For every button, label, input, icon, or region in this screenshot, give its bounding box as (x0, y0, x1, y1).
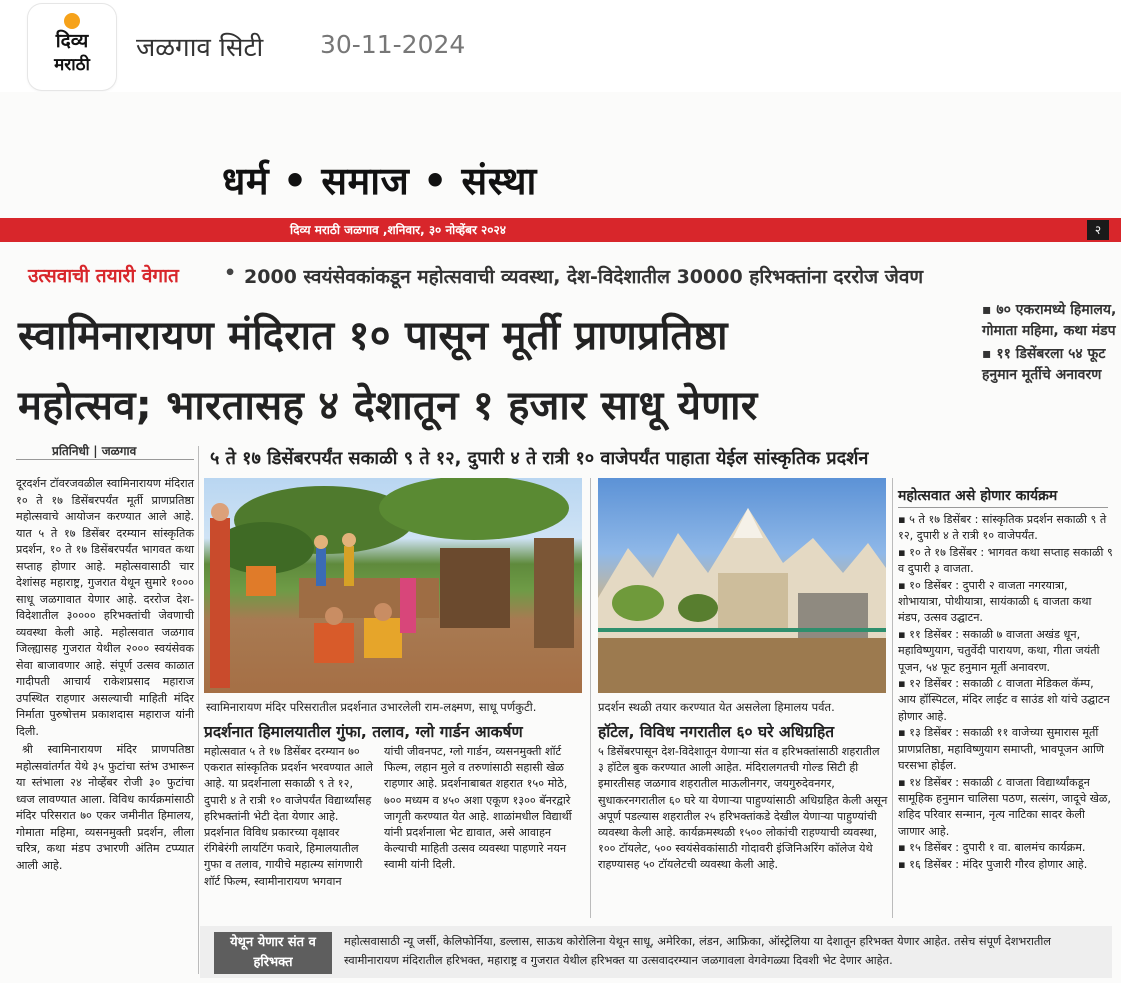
column-divider (590, 478, 591, 918)
section-body: यांची जीवनपट, ग्लो गार्डन, व्यसनमुक्ती शॉर्ट फिल्म, लहान मुले व तरुणांसाठी सहासी खेळ राहणार आहे. प्रदर्शनाबाबत शहरात १५० मोठे, ७०० मध्यम व ४५० अशा एकूण १३०० बॅनरद्वारे जागृती करण्यात येत आहे. शाळांमधील विद्यार्थी यांनी प्रदर्शनाला भेट द्यावात, असे आवाहन केल्याची माहिती उत्सव व्यवस्था पाहणारे नयन स्वामी यांनी दिली. (384, 745, 572, 872)
schedule-item: ▪ ११ डिसेंबर : सकाळी ७ वाजता अखंड धून, महाविष्णुयाग, चतुर्वेदी पारायण, कथा, गीता जयंती पूजन, ५४ फूट हनुमान मूर्ती अनावरण. (898, 627, 1100, 674)
divya-marathi-logo[interactable] (28, 4, 116, 90)
visitors-footer (200, 926, 1112, 978)
schedule-heading: महोत्सवात असे होणार कार्यक्रम (898, 488, 1058, 504)
schedule-list (898, 512, 1113, 873)
headline-line-1: स्वामिनारायण मंदिरात १० पासून मूर्ती प्राणप्रतिष्ठा (18, 313, 728, 359)
column-divider (892, 478, 893, 918)
sun-icon (64, 13, 80, 29)
kicker-separator: • (224, 262, 237, 284)
schedule-item: ▪ १० ते १७ डिसेंबर : भागवत कथा सप्ताह सकाळी ९ व दुपारी ३ वाजता. (898, 545, 1113, 576)
schedule-item: ▪ १३ डिसेंबर : सकाळी ११ वाजेच्या सुमारास मूर्ती प्राणप्रतिष्ठा, महाविष्णुयाग समाप्ती, भावपूजन आणि घरसभा होईल. (898, 726, 1104, 773)
himalaya-illustration (598, 478, 886, 693)
photo-caption: प्रदर्शन स्थळी तयार करण्यात येत असलेला हिमालय पर्वत. (598, 700, 835, 714)
section-heading: हॉटेल, विविध नगरातील ६० घरे अधिग्रहित (598, 723, 835, 741)
schedule-item: ▪ १५ डिसेंबर : दुपारी १ वा. बालमंच कार्यक्रम. (898, 841, 1086, 855)
edition-title: जळगाव सिटी (136, 33, 264, 63)
section-body: महोत्सवात ५ ते १७ डिसेंबर दरम्यान ७० एकरात सांस्कृतिक प्रदर्शन भरवण्यात आले आहे. या प्रदर्शनाला सकाळी ९ ते १२, दुपारी ४ ते रात्री १० वाजेपर्यंत विद्यार्थ्यांसह हरिभक्तांनी भेटी देता येणार आहे. प्रदर्शनात विविध प्रकारच्या वृक्षावर रंगिबेरंगी लायटिंग फवारे, हिमालयातील गुफा व तलाव, गायीचे महात्म्य सांगणारी शॉर्ट फिल्म, स्वामीनारायण भगवान (204, 745, 374, 888)
headline-line-2: महोत्सव; भारतासह ४ देशातून १ हजार साधू येणार (18, 383, 758, 429)
article-kicker: उत्सवाची तयारी वेगात (28, 265, 179, 287)
page-number: २ (1087, 220, 1109, 240)
side-bullet: ▪ ७० एकरामध्ये हिमालय, गोमाता महिमा, कथा मंडप (982, 302, 1117, 339)
newspaper-page[interactable] (0, 92, 1121, 983)
article-strap: 2000 स्वयंसेवकांकडून महोत्सवाची व्यवस्था, देश-विदेशातील 30000 हरिभक्तांना दररोज जेवण (244, 266, 924, 288)
edition-date: 30-11-2024 (320, 30, 466, 59)
schedule-item: ▪ १० डिसेंबर : दुपारी २ वाजता नगरयात्रा, शोभायात्रा, पोथीयात्रा, सायंकाळी ६ वाजता कथा मंडप, उत्सव उद्घाटन. (898, 578, 1092, 625)
page-info-bar (0, 218, 1121, 242)
byline: प्रतिनिधी | जळगाव (52, 444, 137, 458)
footer-label: येथून येणार संत व हरिभक्त (214, 932, 332, 974)
schedule-item: ▪ १४ डिसेंबर : सकाळी ८ वाजता विद्यार्थ्यांकडून सामूहिक हनुमान चालिसा पठण, सत्संग, जादूचे खेळ, शहिद परिवार सन्मान, नृत्य नाटिका सादर केली जाणार आहे. (898, 775, 1111, 838)
photo-caption: स्वामिनारायण मंदिर परिसरातील प्रदर्शनात उभारलेली राम-लक्ष्मण, साधू पर्णकुटी. (206, 700, 537, 714)
side-bullet: ▪ ११ डिसेंबरला ५४ फूट हनुमान मूर्तीचे अनावरण (982, 346, 1106, 383)
schedule-item: ▪ ५ ते १७ डिसेंबर : सांस्कृतिक प्रदर्शन सकाळी ९ ते १२, दुपारी ४ ते रात्री १० वाजेपर्यंत. (898, 513, 1107, 543)
section-body: ५ डिसेंबरपासून देश-विदेशातून येणाऱ्या संत व हरिभक्तांसाठी शहरातील ३ हॉटेल बुक करण्यात आली आहेत. मंदिरालगतची गोल्ड सिटी ही इमारतीसह जळगाव शहरातील माऊलीनगर, जयगुरुदेवनगर, सुधाकरनगरातील ६० घरे या येणाऱ्या पाहुण्यांसाठी अधिग्रहित केली असून अपूर्ण पडल्यास शहरातील २५ हरिभक्तांकडे देखील येणाऱ्या पाहुण्यांची व्यवस्था केली आहे. कार्यक्रमस्थळी १५०० लोकांची राहण्याची व्यवस्था, १०० टॉयलेट, ५०० स्वयंसेवकांसाठी गोदावरी इंजिनिअरिंग कॉलेज येथे राहण्यासह ५० टॉयलेटची व्यवस्था केली आहे. (598, 745, 888, 872)
section-heading: प्रदर्शनात हिमालयातील गुंफा, तलाव, ग्लो गार्डन आकर्षण (204, 723, 523, 741)
logo-text-line1: दिव्य (55, 30, 89, 52)
article-subhead: ५ ते १७ डिसेंबरपर्यंत सकाळी ९ ते १२, दुपारी ४ ते रात्री १० वाजेपर्यंत पाहाता येईल सांस्कृतिक प्रदर्शन (210, 448, 869, 469)
logo-text-line2: मराठी (54, 55, 90, 75)
divider (898, 507, 1108, 508)
paragraph: श्री स्वामिनारायण मंदिर प्राणपतिष्ठा महोत्सवांतर्गत येथे ३५ फुटांचा स्तंभ उभारून या स्तंभाला २४ नोव्हेंबर रोजी ३० फुटांचा ध्वज लावण्यात आला. विविध कार्यक्रमांसाठी मंदिर परिसरात ७० एकर जमीनीत हिमालय, गोमाता महिमा, व्यसनमुक्ती प्रदर्शन, लीला चरित्र, कथा मंडप उभारणी अंतिम टप्प्यात आली आहे. (16, 743, 194, 872)
divider (16, 459, 194, 460)
schedule-item: ▪ १२ डिसेंबर : सकाळी ८ वाजता मेडिकल कॅम्प, आय हॉस्पिटल, मंदिर लाईट व साउंड शो यांचे उद्घाटन होणार आहे. (898, 677, 1110, 723)
exhibition-photo[interactable] (204, 478, 582, 693)
exhibition-illustration (204, 478, 582, 693)
article-column-1 (16, 476, 194, 876)
schedule-item: ▪ १६ डिसेंबर : मंदिर पुजारी गौरव होणार आहे. (898, 857, 1088, 871)
himalaya-replica-photo[interactable] (598, 478, 886, 693)
footer-text: महोत्सवासाठी न्यू जर्सी, केलिफोर्निया, डल्लास, साऊथ कोरोलिना येथून साधू, अमेरिका, लंडन, आफ्रिका, ऑस्ट्रेलिया या देशातून हरिभक्त येणार आहेत. तसेच संपूर्ण देशभरातील स्वामीनारायण मंदिरातील हरिभक्त, महाराष्ट्र व गुजरात येथील हरिभक्त या उत्सवादरम्यान जळगावला वेगवेगळ्या दिवशी भेट देणार आहेत. (344, 935, 1051, 967)
side-bullets (982, 300, 1117, 388)
app-header (0, 0, 1121, 92)
section-title: धर्म • समाज • संस्था (222, 159, 537, 203)
column-divider (198, 446, 199, 974)
paper-info-text: दिव्य मराठी जळगाव ,शनिवार, ३० नोव्हेंबर २०२४ (290, 223, 506, 237)
paragraph: दूरदर्शन टॉवरजवळील स्वामिनारायण मंदिरात १० ते १७ डिसेंबरपर्यंत मूर्ती प्राणप्रतिष्ठा महोत्सवाचे आयोजन करण्यात आले आहे. यात ५ ते १७ डिसेंबर दरम्यान सांस्कृतिक प्रदर्शन, १० ते १७ डिसेंबरपर्यंत भागवत कथा सप्ताह होणार आहे. महोत्सवासाठी चार देशांसह महाराष्ट्र, गुजरात येथून सुमारे १००० साधू जळगावात येणार आहे. दररोज देश-विदेशातील ३०००० हरिभक्तांची जेवणाची व्यवस्था केली आहे. महोत्सवात जळगाव जिल्ह्यासह गुजरात येथील २००० स्वयंसेवक सेवा बाजावणार आहे. संपूर्ण उत्सव काळात गादीपती आचार्य राकेशप्रसाद महाराज उपस्थित राहणार असल्याची माहिती मंदिर निर्माता पुरुषोत्तम प्रकाशदास महाराज यांनी दिली. (16, 477, 194, 738)
